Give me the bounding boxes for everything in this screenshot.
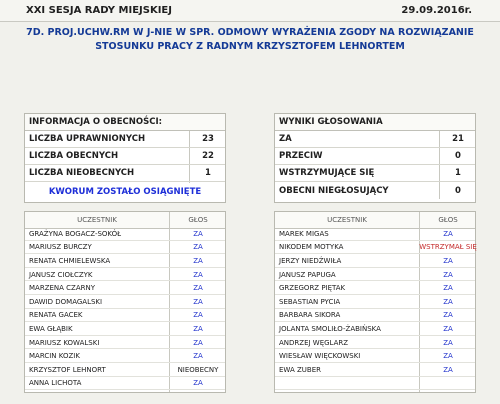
attendance-label: LICZBA NIEOBECNYCH [29, 168, 135, 178]
participant-name: SEBASTIAN PYCIA [279, 297, 341, 306]
table-row [25, 364, 225, 377]
participant-name: MARIUSZ BURCZY [29, 243, 92, 252]
results-panel [274, 113, 476, 203]
participant-name: ANDRZEJ WĘGLARZ [279, 338, 349, 347]
participant-name: WIESŁAW WIĘCKOWSKI [279, 352, 361, 361]
results-label: WSTRZYMUJĄCE SIĘ [279, 168, 375, 178]
table-row [25, 282, 225, 295]
results-row [275, 148, 475, 165]
participant-name: EWA ZUBER [279, 365, 321, 374]
participant-name: MAREK MIGAS [279, 229, 329, 238]
table-row [275, 364, 475, 377]
table-row [275, 269, 475, 282]
results-row [275, 182, 475, 199]
table-header [25, 212, 225, 229]
table-row [25, 310, 225, 323]
attendance-label: LICZBA OBECNYCH [29, 151, 119, 161]
participant-name: KRZYSZTOF LEHNORT [29, 365, 106, 374]
column-header-vote: GŁOS [438, 216, 458, 224]
table-row [275, 337, 475, 350]
participant-name: GRZEGORZ PIĘTAK [279, 284, 346, 293]
participant-name: RENATA GACEK [29, 311, 83, 320]
participant-vote: ZA [193, 352, 203, 361]
session-title: XXI SESJA RADY MIEJSKIEJ [26, 5, 172, 16]
column-header-participant: UCZESTNIK [327, 216, 367, 224]
results-row [275, 165, 475, 182]
table-row [275, 296, 475, 309]
attendance-value: 1 [205, 168, 211, 178]
table-row [275, 282, 475, 295]
table-row [25, 255, 225, 268]
participant-name: RENATA CHMIELEWSKA [29, 256, 111, 265]
participant-vote: ZA [443, 284, 453, 293]
table-row [275, 323, 475, 336]
participant-name: DAWID DOMAGALSKI [29, 297, 103, 306]
session-date: 29.09.2016r. [401, 5, 472, 16]
attendance-value: 23 [202, 134, 214, 144]
participant-name: JANUSZ CIOŁCZYK [29, 270, 93, 279]
agenda-title [0, 26, 500, 54]
quorum-status: KWORUM ZOSTAŁO OSIĄGNIĘTE [48, 187, 202, 197]
participant-name: NIKODEM MOTYKA [279, 243, 344, 252]
attendance-row [25, 165, 225, 182]
table-row [275, 310, 475, 323]
participant-vote: ZA [443, 270, 453, 279]
results-label: PRZECIW [279, 151, 323, 161]
results-label: OBECNI NIEGŁOSUJĄCY [279, 185, 389, 196]
participant-vote: ZA [443, 324, 453, 333]
participant-name: MARZENA CZARNY [29, 284, 96, 293]
results-value: 0 [455, 185, 461, 196]
attendance-value: 22 [202, 151, 214, 161]
participant-vote: ZA [443, 365, 453, 374]
participant-name: MARCIN KOZIK [29, 352, 80, 361]
table-row [275, 242, 475, 255]
participant-vote: ZA [193, 270, 203, 279]
top-bar [0, 0, 500, 22]
participant-vote: ZA [193, 243, 203, 252]
results-title: WYNIKI GŁOSOWANIA [275, 114, 475, 131]
table-row [25, 296, 225, 309]
participant-vote: ZA [193, 311, 203, 320]
table-header [275, 212, 475, 229]
participant-name: JERZY NIEDŹWIŁA [279, 256, 342, 265]
table-row [275, 350, 475, 363]
participant-name: BARBARA SIKORA [279, 311, 341, 320]
participant-name: JOLANTA SMOLIŁO-ŻABIŃSKA [279, 324, 381, 333]
table-row [275, 378, 475, 391]
table-row [25, 323, 225, 336]
table-row [25, 350, 225, 363]
results-value: 1 [455, 168, 461, 178]
participant-vote: ZA [193, 297, 203, 306]
participant-vote: ZA [193, 338, 203, 347]
participant-name: JANUSZ PAPUGA [279, 270, 336, 279]
table-row [25, 228, 225, 241]
agenda-line-1: 7D. PROJ.UCHW.RM W J-NIE W SPR. ODMOWY WYRAŻENIA ZGODY NA ROZWIĄZANIE [26, 27, 474, 38]
table-row [25, 269, 225, 282]
participant-name: ANNA LICHOTA [29, 379, 82, 388]
participant-vote: NIEOBECNY [177, 365, 219, 374]
participant-vote: ZA [443, 338, 453, 347]
attendance-label: LICZBA UPRAWNIONYCH [29, 134, 146, 144]
attendance-row [25, 148, 225, 165]
table-row [275, 228, 475, 241]
participant-vote: ZA [193, 229, 203, 238]
participant-vote: ZA [193, 284, 203, 293]
attendance-row [25, 131, 225, 148]
table-row [25, 378, 225, 391]
agenda-line-2: STOSUNKU PRACY Z RADNYM KRZYSZTOFEM LEHNORTEM [95, 41, 405, 52]
participant-vote: ZA [443, 256, 453, 265]
participant-vote: ZA [443, 297, 453, 306]
results-label: ZA [279, 134, 292, 144]
results-row [275, 131, 475, 148]
participant-vote: ZA [193, 379, 203, 388]
column-header-participant: UCZESTNIK [77, 216, 117, 224]
results-value: 21 [452, 134, 464, 144]
participant-vote: ZA [443, 229, 453, 238]
participant-name: GRAŻYNA BOGACZ-SOKÓŁ [29, 229, 122, 238]
column-header-vote: GŁOS [188, 216, 208, 224]
attendance-title: INFORMACJA O OBECNOŚCI: [25, 114, 225, 131]
participant-vote: ZA [443, 311, 453, 320]
table-row [25, 337, 225, 350]
attendance-panel [24, 113, 226, 203]
participant-name: EWA GŁĄBIK [29, 324, 73, 333]
participants-left-table [24, 211, 226, 393]
participant-name: MARIUSZ KOWALSKI [29, 338, 100, 347]
participant-vote: ZA [193, 256, 203, 265]
table-row [25, 242, 225, 255]
participant-vote: ZA [443, 352, 453, 361]
participants-right-table [274, 211, 476, 393]
results-value: 0 [455, 151, 461, 161]
table-row [275, 255, 475, 268]
participant-vote: ZA [193, 324, 203, 333]
participant-vote: WSTRZYMAŁ SIĘ [419, 243, 477, 252]
